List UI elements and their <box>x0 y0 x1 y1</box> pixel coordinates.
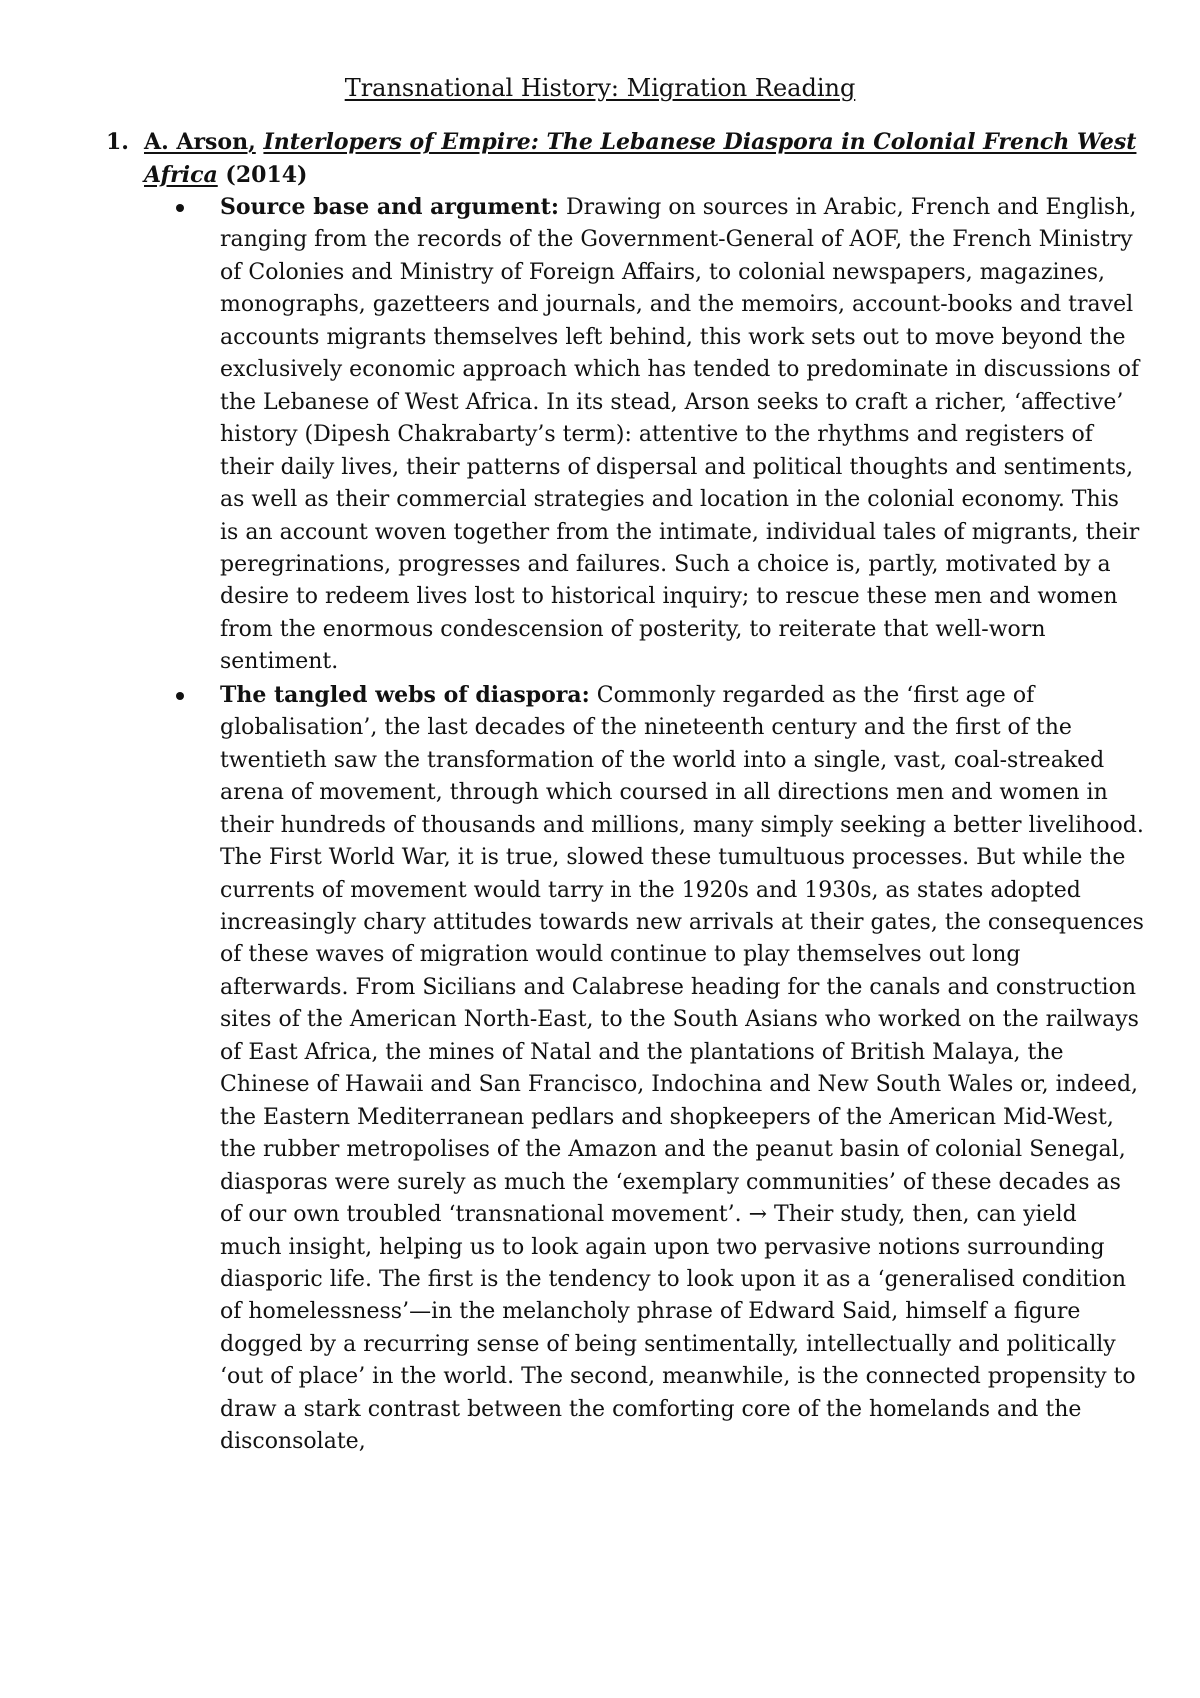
bullet-icon <box>176 204 184 212</box>
bullet-paragraph: Commonly regarded as the ‘first age of globalisation’, the last decades of the nineteenth century and the first of the twentieth saw the transformation of the world into a single, vast, coal-streaked arena of movement, through which coursed in all directions men and women in their hundreds of thousands and millions, many simply seeking a better livelihood. The First World War, it is true, slowed these tumultuous processes. But while the currents of movement would tarry in the 1920s and 1930s, as states adopted increasingly chary attitudes towards new arrivals at their gates, the consequences of these waves of migration would continue to play themselves out long afterwards. From Sicilians and Calabrese heading for the canals and construction sites of the American North-East, to the South Asians who worked on the railways of East Africa, the mines of Natal and the plantations of British Malaya, the Chinese of Hawaii and San Francisco, Indochina and New South Wales or, indeed, the Eastern Mediterranean pedlars and shopkeepers of the American Mid-West, the rubber metropolises of the Amazon and the peanut basin of colonial Senegal, diasporas were surely as much the ‘exemplary communities’ of these decades as of our own troubled ‘transnational movement’. → Their study, then, can yield much insight, helping us to look again upon two pervasive notions surrounding diasporic life. The first is the tendency to look upon it as a ‘generalised condition of homelessness’—in the melancholy phrase of Edward Said, himself a figure dogged by a recurring sense of being sentimentally, intellectually and politically ‘out of place’ in the world. The second, meanwhile, is the connected propensity to draw a stark contrast between the comforting core of the homelands and the disconsolate, <box>220 682 1144 1455</box>
bullet-text <box>220 679 1144 1459</box>
entry-author: A. Arson, <box>144 129 256 155</box>
bullet-text <box>220 191 1144 679</box>
bullet-heading: Source base and argument: <box>220 194 559 220</box>
entry-bullet-list <box>114 191 1144 1459</box>
bullet-icon <box>176 692 184 700</box>
document-title: Transnational History: Migration Reading <box>344 74 856 102</box>
entry-number: 1. <box>106 129 129 155</box>
entry-book-title: Interlopers of Empire: The Lebanese Diaspora in Colonial French West Africa <box>144 129 1137 188</box>
entry-year: (2014) <box>225 161 308 188</box>
bullet-paragraph: Drawing on sources in Arabic, French and English, ranging from the records of the Government-General of AOF, the French Ministry of Colonies and Ministry of Foreign Affairs, to colonial newspapers, magazines, monographs, gazetteers and journals, and the memoirs, account-books and travel accounts migrants themselves left behind, this work sets out to move beyond the exclusively economic approach which has tended to predominate in discussions of the Lebanese of West Africa. In its stead, Arson seeks to craft a richer, ‘affective’ history (Dipesh Chakrabarty’s term): attentive to the rhythms and registers of their daily lives, their patterns of dispersal and political thoughts and sentiments, as well as their commercial strategies and location in the colonial economy. This is an account woven together from the intimate, individual tales of migrants, their peregrinations, progresses and failures. Such a choice is, partly, motivated by a desire to redeem lives lost to historical inquiry; to rescue these men and women from the enormous condescension of posterity, to reiterate that well-worn sentiment. <box>220 195 1140 675</box>
entry-citation <box>144 126 1144 191</box>
list-item <box>114 191 1144 679</box>
list-item <box>114 679 1144 1459</box>
bullet-heading: The tangled webs of diaspora: <box>220 681 590 708</box>
